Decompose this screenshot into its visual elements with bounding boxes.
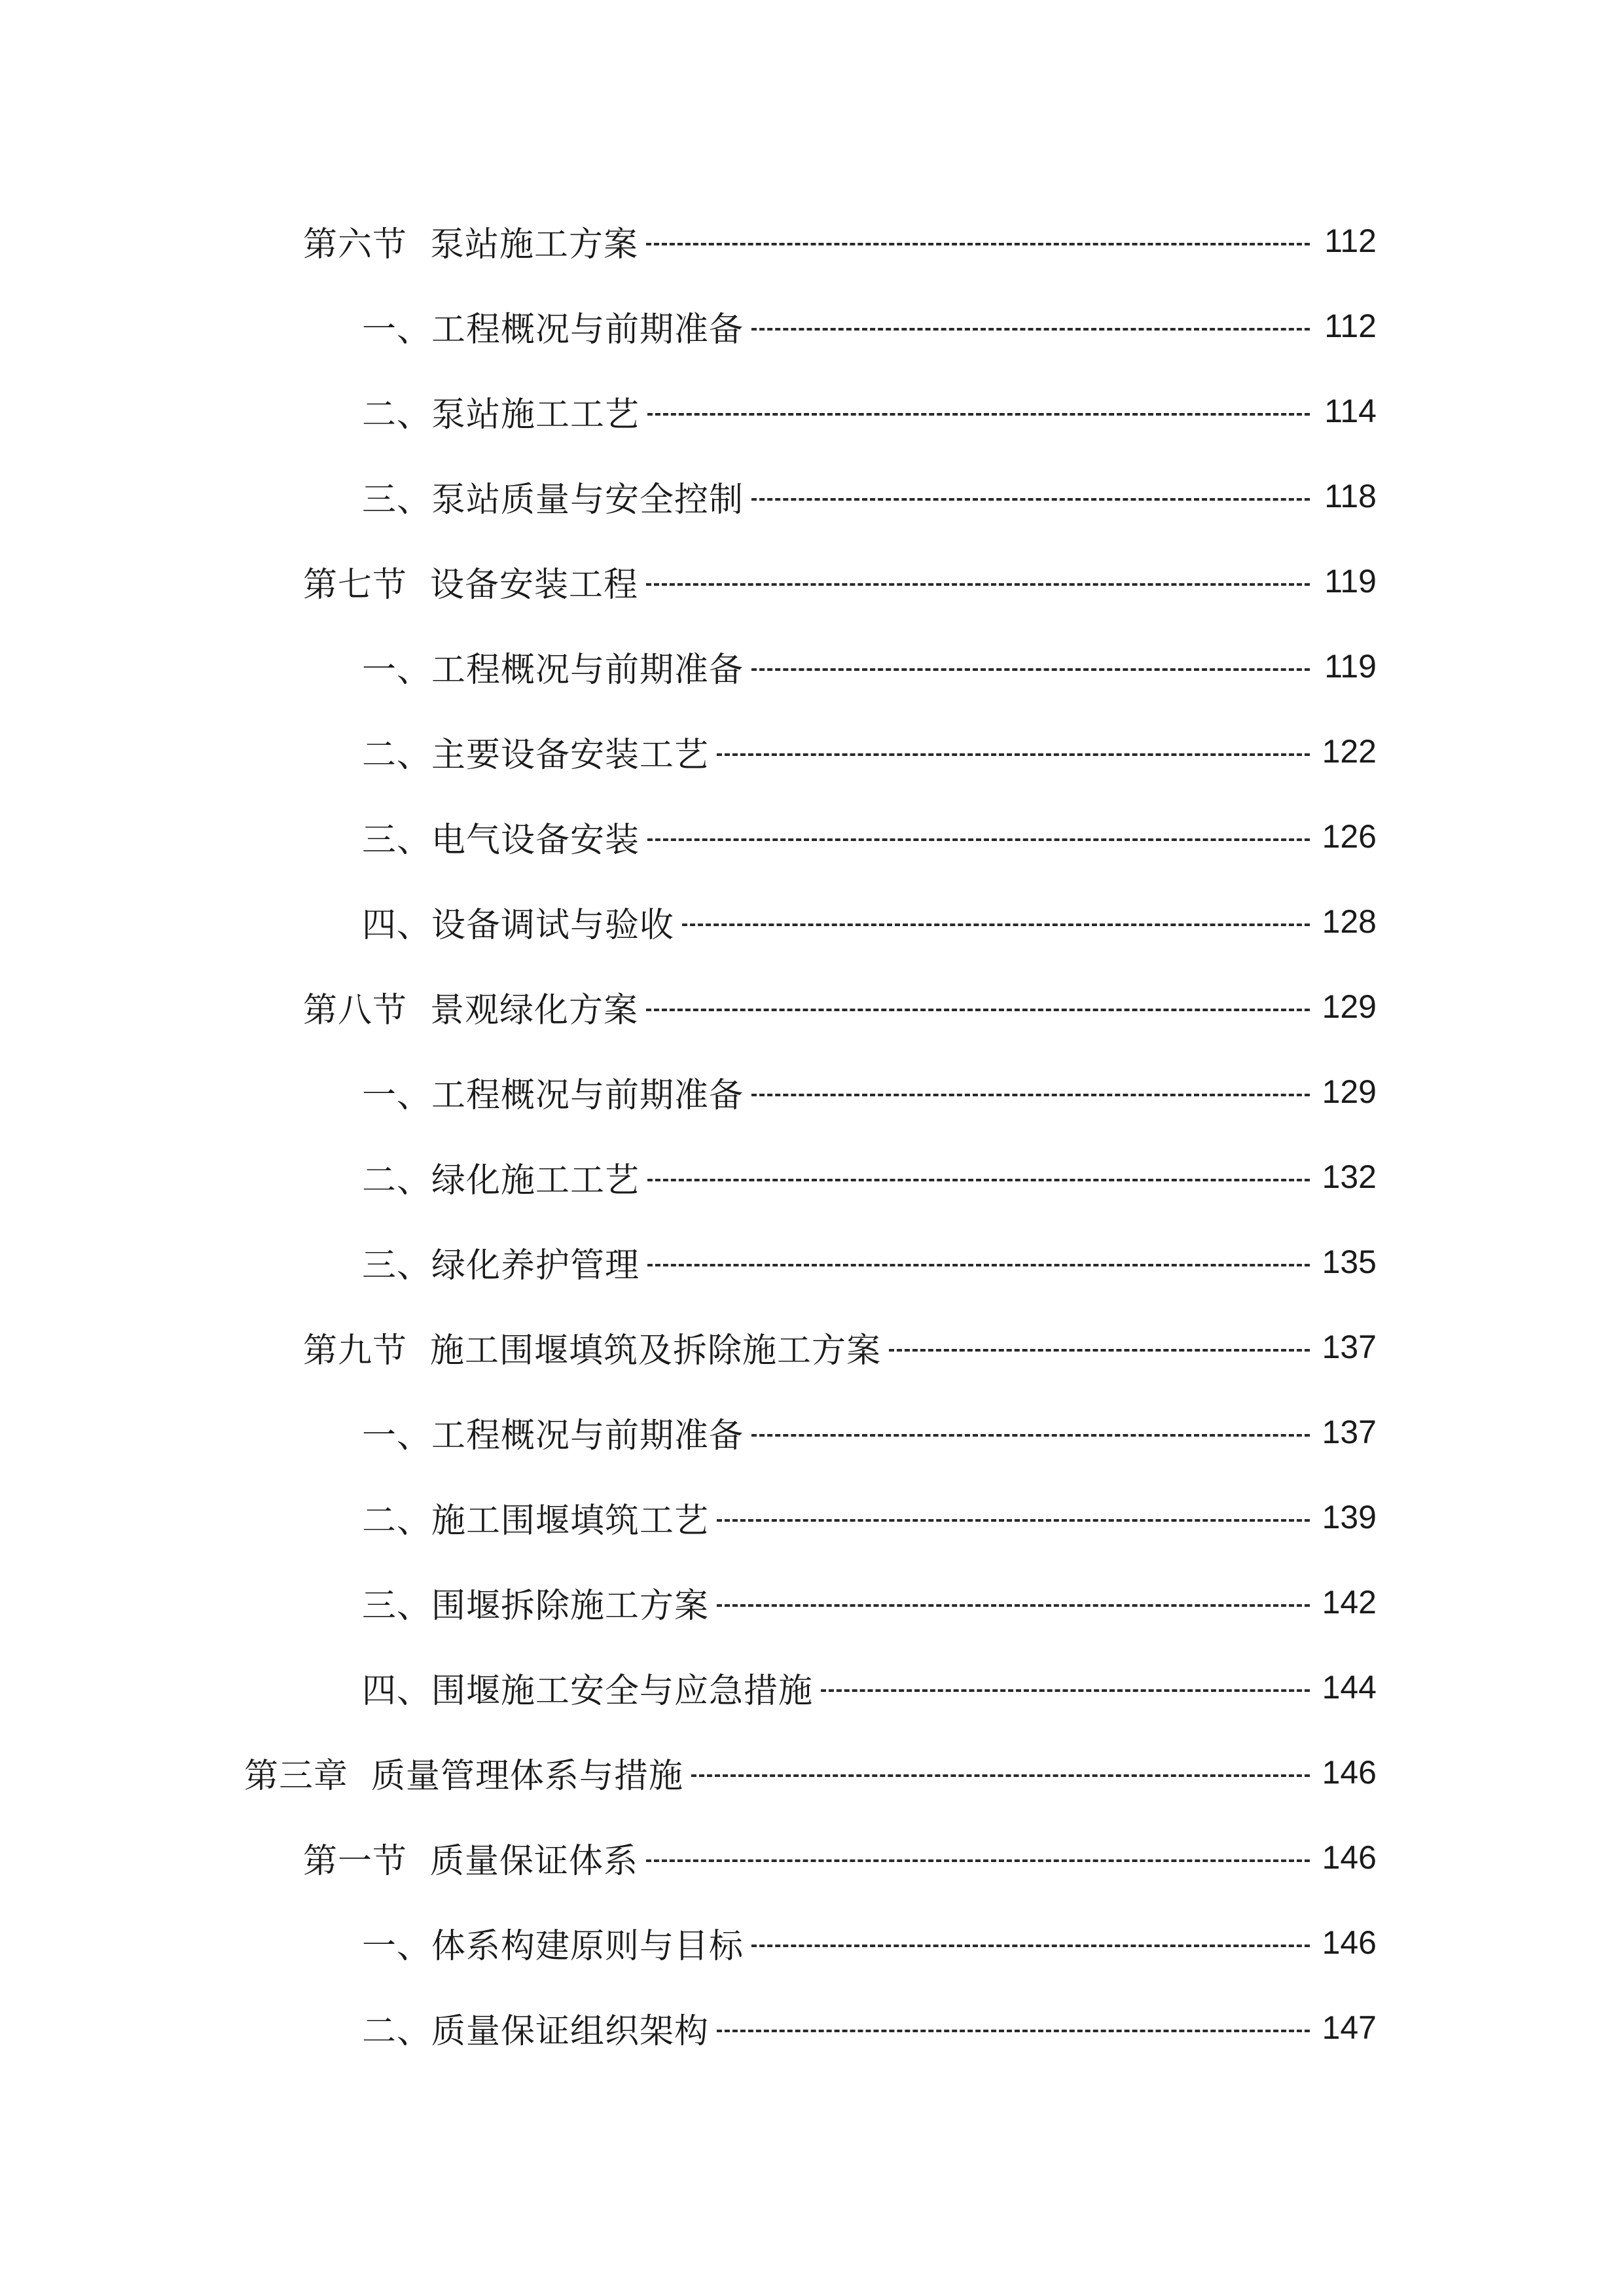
toc-entry-title: 第六节 泵站施工方案	[303, 224, 639, 264]
toc-entry[interactable]	[0, 1314, 1624, 1380]
toc-entry[interactable]	[0, 293, 1624, 359]
toc-entry-title: 二、主要设备安装工艺	[362, 735, 710, 775]
toc-page-number: 112	[1324, 223, 1377, 259]
toc-dot-leader	[691, 1774, 1310, 1777]
toc-dot-leader	[751, 668, 1310, 671]
toc-entry[interactable]	[0, 1144, 1624, 1210]
toc-entry[interactable]	[0, 804, 1624, 869]
toc-entry[interactable]	[0, 548, 1624, 614]
toc-entry[interactable]	[0, 1484, 1624, 1550]
toc-entry[interactable]	[0, 1910, 1624, 1975]
toc-dot-leader	[646, 243, 1310, 245]
toc-dot-leader	[717, 2030, 1310, 2032]
toc-page-number: 119	[1324, 648, 1377, 685]
toc-entry-title: 第一节 质量保证体系	[303, 1841, 639, 1881]
toc-entry-title: 第八节 景观绿化方案	[303, 990, 639, 1030]
toc-page-number: 118	[1324, 478, 1377, 514]
toc-entry-title: 一、工程概况与前期准备	[362, 310, 744, 350]
toc-entry[interactable]	[0, 1740, 1624, 1805]
toc-entry-title: 三、电气设备安装	[362, 820, 640, 860]
toc-dot-leader	[751, 328, 1310, 331]
toc-entry-title: 二、绿化施工工艺	[362, 1160, 640, 1200]
toc-page-number: 146	[1322, 1839, 1377, 1876]
toc-entry[interactable]	[0, 463, 1624, 529]
toc-entry[interactable]	[0, 634, 1624, 699]
toc-page-number: 129	[1322, 1073, 1377, 1110]
toc-dot-leader	[751, 1434, 1310, 1437]
toc-entry-title: 二、质量保证组织架构	[362, 2011, 710, 2051]
toc-entry[interactable]	[0, 1229, 1624, 1295]
toc-dot-leader	[647, 1179, 1310, 1181]
toc-entry[interactable]	[0, 1399, 1624, 1465]
toc-dot-leader	[821, 1689, 1310, 1692]
toc-dot-leader	[889, 1349, 1310, 1352]
toc-dot-leader	[717, 753, 1310, 756]
toc-entry-title: 第三章 质量管理体系与措施	[244, 1756, 684, 1796]
toc-page-number: 119	[1324, 563, 1377, 600]
toc-page-number: 144	[1322, 1669, 1377, 1706]
toc-entry-title: 第七节 设备安装工程	[303, 565, 639, 605]
toc-dot-leader	[751, 1945, 1310, 1947]
toc-page-number: 122	[1322, 733, 1377, 770]
toc-entry-title: 第九节 施工围堰填筑及拆除施工方案	[303, 1331, 882, 1371]
toc-dot-leader	[717, 1519, 1310, 1522]
toc-entry-title: 一、工程概况与前期准备	[362, 1416, 744, 1456]
toc-entry-title: 三、围堰拆除施工方案	[362, 1586, 710, 1626]
toc-entry[interactable]	[0, 1570, 1624, 1635]
toc-page-number: 142	[1322, 1584, 1377, 1621]
toc-entry[interactable]	[0, 378, 1624, 444]
toc-page-number: 112	[1324, 308, 1377, 344]
toc-page-number: 132	[1322, 1158, 1377, 1195]
toc-page-number: 135	[1322, 1244, 1377, 1280]
toc-page-number: 126	[1322, 818, 1377, 855]
toc-dot-leader	[717, 1604, 1310, 1607]
toc-entry[interactable]	[0, 974, 1624, 1039]
toc-dot-leader	[646, 1009, 1310, 1011]
toc-dot-leader	[647, 1264, 1310, 1266]
toc-page-number: 137	[1322, 1329, 1377, 1365]
toc-page-number: 129	[1322, 988, 1377, 1025]
toc-page-number: 128	[1322, 903, 1377, 940]
toc-entry[interactable]	[0, 1059, 1624, 1124]
toc-page-number: 137	[1322, 1414, 1377, 1450]
toc-dot-leader	[751, 498, 1310, 501]
toc-entry-title: 二、施工围堰填筑工艺	[362, 1501, 710, 1541]
toc-page-number: 114	[1324, 393, 1377, 429]
toc-entry[interactable]	[0, 889, 1624, 954]
toc-dot-leader	[751, 1094, 1310, 1096]
toc-page-number: 139	[1322, 1499, 1377, 1535]
toc-entry-title: 四、围堰施工安全与应急措施	[362, 1671, 814, 1711]
toc-entry[interactable]	[0, 1825, 1624, 1890]
toc-page-number: 147	[1322, 2009, 1377, 2046]
toc-entry-title: 一、工程概况与前期准备	[362, 1075, 744, 1115]
toc-entry[interactable]	[0, 1655, 1624, 1720]
toc-entry-title: 一、工程概况与前期准备	[362, 650, 744, 690]
toc-dot-leader	[647, 838, 1310, 841]
toc-page-number: 146	[1322, 1754, 1377, 1791]
table-of-contents	[0, 208, 1624, 2172]
toc-dot-leader	[646, 583, 1310, 586]
toc-entry-title: 四、设备调试与验收	[362, 905, 675, 945]
toc-entry-title: 一、体系构建原则与目标	[362, 1926, 744, 1966]
toc-dot-leader	[646, 1859, 1310, 1862]
toc-entry[interactable]	[0, 208, 1624, 274]
toc-entry-title: 二、泵站施工工艺	[362, 395, 640, 435]
toc-dot-leader	[682, 924, 1310, 926]
toc-entry-title: 三、泵站质量与安全控制	[362, 480, 744, 520]
toc-dot-leader	[647, 413, 1310, 416]
toc-entry[interactable]	[0, 1995, 1624, 2060]
toc-entry[interactable]	[0, 719, 1624, 784]
toc-page-number: 146	[1322, 1924, 1377, 1961]
toc-entry-title: 三、绿化养护管理	[362, 1246, 640, 1285]
